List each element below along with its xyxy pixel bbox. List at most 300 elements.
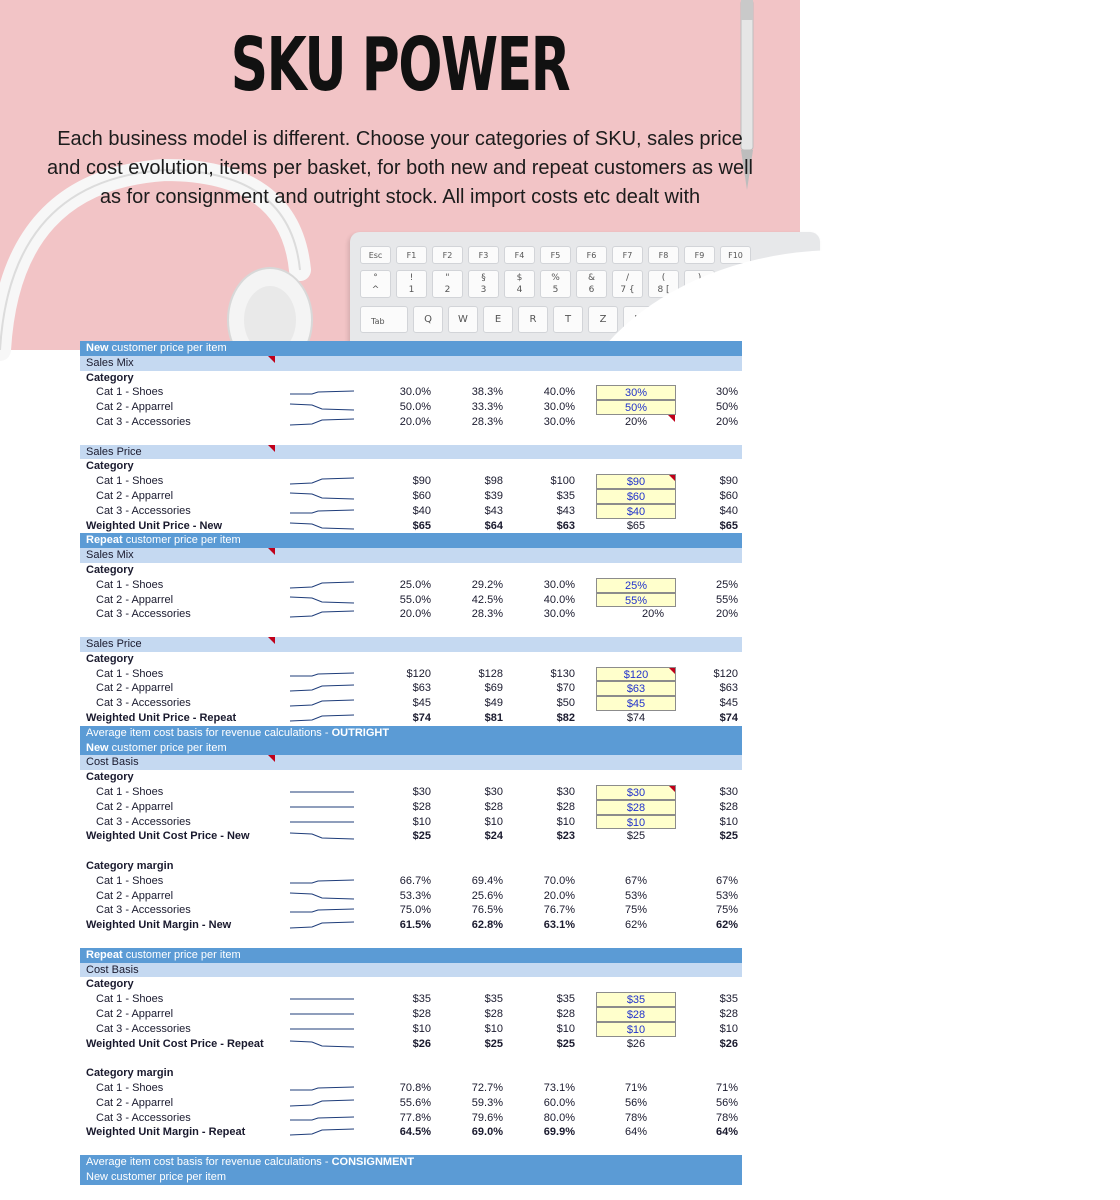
table-row xyxy=(80,593,742,608)
value-cell: $65 xyxy=(719,519,738,532)
row-label: Sales Price xyxy=(86,445,142,458)
comment-indicator-icon[interactable] xyxy=(268,548,275,555)
value-cell: $26 xyxy=(719,1037,738,1050)
key-lower-glyph: 1 xyxy=(408,285,415,295)
row-label: Cost Basis xyxy=(86,963,139,976)
value-cell: 60.0% xyxy=(543,1096,575,1109)
value-cell: $100 xyxy=(550,475,575,488)
value-cell: $35 xyxy=(719,993,738,1006)
value-cell: $25 xyxy=(556,1037,575,1050)
value-cell: $30 xyxy=(412,786,431,798)
row-label: Cat 1 - Shoes xyxy=(96,874,164,887)
value-cell: $63 xyxy=(412,682,431,695)
sparkline xyxy=(288,519,356,533)
value-cell: $90 xyxy=(412,475,431,488)
header-text: customer price per item xyxy=(108,342,227,354)
value-cell: $40 xyxy=(719,504,738,517)
value-cell: 62.8% xyxy=(471,919,503,932)
value-cell: 50.0% xyxy=(399,401,431,414)
sparkline xyxy=(288,1125,356,1139)
value-cell: $10 xyxy=(556,815,575,828)
section-header xyxy=(80,1155,742,1170)
sparkline xyxy=(288,607,356,621)
assumption-cell: $74 xyxy=(626,712,646,724)
sparkline xyxy=(288,1096,356,1110)
value-cell: $45 xyxy=(412,697,431,710)
category-heading-row xyxy=(80,770,742,785)
sparkline xyxy=(288,800,356,814)
keyboard-key xyxy=(540,270,571,298)
row-label: Category xyxy=(86,978,134,991)
section-header-label xyxy=(86,726,389,741)
row-label: Cat 3 - Accessories xyxy=(96,1022,191,1035)
keyboard-key: F4 xyxy=(504,246,535,264)
value-cell: 77.8% xyxy=(399,1111,431,1124)
table-row xyxy=(80,681,742,696)
value-cell: 71% xyxy=(715,1082,738,1094)
category-heading-row xyxy=(80,1066,742,1081)
section-header xyxy=(80,1170,742,1185)
value-cell: 69.9% xyxy=(543,1126,575,1139)
sparkline xyxy=(288,474,356,488)
row-label: Sales Mix xyxy=(86,549,134,562)
table-row xyxy=(80,607,742,622)
keyboard-key: F6 xyxy=(576,246,607,264)
keyboard-key: Esc xyxy=(360,246,391,264)
sparkline xyxy=(288,504,356,518)
section-header xyxy=(80,533,742,548)
assumption-cell: 75% xyxy=(624,904,648,917)
value-cell: $35 xyxy=(484,993,503,1006)
value-cell: 66.7% xyxy=(399,874,431,887)
spacer-row xyxy=(80,1051,742,1066)
table-row xyxy=(80,578,742,593)
category-heading-row xyxy=(80,563,742,578)
category-heading-row xyxy=(80,977,742,992)
total-row xyxy=(80,711,742,726)
value-cell: $39 xyxy=(484,490,503,502)
row-label: Cat 3 - Accessories xyxy=(96,504,191,517)
key-lower-glyph: 7 { xyxy=(620,285,635,295)
value-cell: 80.0% xyxy=(543,1111,575,1124)
value-cell: 28.3% xyxy=(471,416,503,428)
value-cell: $10 xyxy=(719,815,738,828)
row-label: Cost Basis xyxy=(86,756,139,769)
row-label: Category xyxy=(86,371,134,384)
value-cell: $10 xyxy=(484,815,503,828)
category-heading-row xyxy=(80,859,742,874)
input-cell[interactable]: $30 xyxy=(596,785,676,800)
value-cell: 62% xyxy=(715,919,738,932)
header-text: New xyxy=(86,741,109,754)
assumption-cell: 71% xyxy=(624,1082,648,1094)
row-label: Cat 1 - Shoes xyxy=(96,667,164,680)
keyboard-key: F3 xyxy=(468,246,499,264)
keyboard-key: W xyxy=(448,306,478,333)
section-header-label xyxy=(86,1170,226,1185)
value-cell: $28 xyxy=(484,800,503,813)
row-label: Cat 3 - Accessories xyxy=(96,815,191,828)
key-lower-glyph: 4 xyxy=(516,285,523,295)
row-label: Cat 2 - Apparrel xyxy=(96,800,174,813)
value-cell: 76.5% xyxy=(471,904,503,917)
value-cell: $128 xyxy=(478,667,503,680)
sparkline xyxy=(288,874,356,888)
sparkline xyxy=(288,1081,356,1095)
row-label: Cat 1 - Shoes xyxy=(96,786,164,798)
keyboard-key xyxy=(468,270,499,298)
value-cell: 30.0% xyxy=(543,578,575,591)
key-upper-glyph: / xyxy=(625,273,630,283)
keyboard-key: F7 xyxy=(612,246,643,264)
row-label: Cat 2 - Apparrel xyxy=(96,1096,174,1109)
value-cell: 70.0% xyxy=(543,874,575,887)
comment-indicator-icon[interactable] xyxy=(268,755,275,762)
header-text: OUTRIGHT xyxy=(331,726,390,739)
value-cell: $81 xyxy=(484,712,503,724)
row-label: Cat 1 - Shoes xyxy=(96,1082,164,1094)
section-header-label xyxy=(86,341,227,356)
section-header-label xyxy=(86,533,241,548)
value-cell: 72.7% xyxy=(471,1082,503,1094)
value-cell: $60 xyxy=(719,490,738,502)
table-row xyxy=(80,474,742,489)
value-cell: 30% xyxy=(715,386,738,399)
value-cell: 56% xyxy=(715,1096,738,1109)
category-heading-row xyxy=(80,371,742,386)
sparkline xyxy=(288,385,356,399)
value-cell: $28 xyxy=(719,1008,738,1020)
input-cell[interactable]: 25% xyxy=(596,578,676,593)
value-cell: 50% xyxy=(715,401,738,414)
row-label: Cat 1 - Shoes xyxy=(96,578,164,591)
table-row xyxy=(80,400,742,415)
spacer-row xyxy=(80,430,742,445)
keyboard-key xyxy=(612,270,643,298)
value-cell: 70.8% xyxy=(399,1082,431,1094)
keyboard-key: R xyxy=(518,306,548,333)
value-cell: $45 xyxy=(719,697,738,710)
value-cell: 53.3% xyxy=(399,889,431,902)
value-cell: $10 xyxy=(484,1022,503,1035)
input-cell[interactable]: $63 xyxy=(596,681,676,696)
comment-indicator-icon[interactable] xyxy=(268,445,275,452)
sparkline xyxy=(288,400,356,414)
table-row xyxy=(80,1022,742,1037)
subsection-header xyxy=(80,445,742,460)
category-heading-row xyxy=(80,459,742,474)
header-text: Average item cost basis for revenue calculations - xyxy=(86,1156,332,1168)
keyboard-key: F1 xyxy=(396,246,427,264)
row-label: Cat 3 - Accessories xyxy=(96,608,191,621)
header-text: New xyxy=(86,342,109,354)
keyboard-key: F8 xyxy=(648,246,679,264)
value-cell: 40.0% xyxy=(543,593,575,606)
input-cell[interactable]: $10 xyxy=(596,815,676,830)
sparkline xyxy=(288,489,356,503)
page-title: SKU POWER xyxy=(230,22,570,108)
value-cell: 61.5% xyxy=(399,919,431,932)
value-cell: $130 xyxy=(550,667,575,680)
sparkline xyxy=(288,992,356,1006)
sparkline xyxy=(288,681,356,695)
header-text: New customer price per item xyxy=(86,1170,226,1183)
keyboard-key: F2 xyxy=(432,246,463,264)
row-label: Weighted Unit Price - Repeat xyxy=(86,712,237,724)
value-cell: 20.0% xyxy=(399,416,431,428)
spacer-row xyxy=(80,844,742,859)
subsection-header xyxy=(80,755,742,770)
value-cell: 73.1% xyxy=(543,1082,575,1094)
row-label: Cat 2 - Apparrel xyxy=(96,490,174,502)
header-text: Repeat xyxy=(86,948,123,961)
table-row xyxy=(80,800,742,815)
table-row xyxy=(80,667,742,682)
value-cell: 55.0% xyxy=(399,593,431,606)
total-row xyxy=(80,1125,742,1140)
value-cell: $28 xyxy=(412,800,431,813)
value-cell: $70 xyxy=(556,682,575,695)
value-cell: $25 xyxy=(719,830,738,843)
value-cell: 25.0% xyxy=(399,578,431,591)
sparkline xyxy=(288,889,356,903)
key-lower-glyph: 2 xyxy=(444,285,451,295)
value-cell: $63 xyxy=(719,682,738,695)
value-cell: $28 xyxy=(719,800,738,813)
comment-indicator-icon[interactable] xyxy=(668,415,675,422)
row-label: Weighted Unit Cost Price - Repeat xyxy=(86,1037,264,1050)
input-cell[interactable]: $28 xyxy=(596,1007,676,1022)
value-cell: $120 xyxy=(406,667,431,680)
row-label: Cat 3 - Accessories xyxy=(96,1111,191,1124)
value-cell: 20% xyxy=(715,416,738,428)
value-cell: 42.5% xyxy=(471,593,503,606)
row-label: Cat 2 - Apparrel xyxy=(96,401,174,414)
sparkline xyxy=(288,1111,356,1125)
value-cell: $40 xyxy=(412,504,431,517)
subsection-header xyxy=(80,963,742,978)
row-label: Cat 2 - Apparrel xyxy=(96,1008,174,1020)
section-header xyxy=(80,726,742,741)
value-cell: $69 xyxy=(484,682,503,695)
value-cell: 69.4% xyxy=(471,874,503,887)
input-cell[interactable]: $10 xyxy=(596,1022,676,1037)
row-label: Cat 3 - Accessories xyxy=(96,697,191,710)
key-upper-glyph: § xyxy=(481,273,486,283)
value-cell: $10 xyxy=(412,815,431,828)
subsection-header xyxy=(80,356,742,371)
value-cell: 75.0% xyxy=(399,904,431,917)
value-cell: 38.3% xyxy=(471,386,503,399)
sparkline xyxy=(288,903,356,917)
value-cell: $25 xyxy=(412,830,431,843)
sparkline xyxy=(288,1007,356,1021)
total-row xyxy=(80,1037,742,1052)
comment-indicator-icon[interactable] xyxy=(268,637,275,644)
value-cell: 75% xyxy=(715,904,738,917)
table-row xyxy=(80,815,742,830)
row-label: Weighted Unit Price - New xyxy=(86,519,223,532)
input-cell[interactable]: $35 xyxy=(596,992,676,1007)
table-row xyxy=(80,504,742,519)
keyboard-key: E xyxy=(483,306,513,333)
value-cell: $49 xyxy=(484,697,503,710)
row-label: Category xyxy=(86,564,134,576)
value-cell: 28.3% xyxy=(471,608,503,621)
value-cell: $35 xyxy=(556,993,575,1006)
row-label: Weighted Unit Cost Price - New xyxy=(86,830,250,843)
row-label: Category margin xyxy=(86,860,174,872)
section-header xyxy=(80,948,742,963)
key-lower-glyph: 3 xyxy=(480,285,487,295)
keyboard-key xyxy=(396,270,427,298)
value-cell: $64 xyxy=(484,519,503,532)
value-cell: $10 xyxy=(719,1022,738,1035)
keyboard-key xyxy=(504,270,535,298)
sparkline xyxy=(288,1037,356,1051)
value-cell: 67% xyxy=(715,874,738,887)
value-cell: 78% xyxy=(715,1111,738,1124)
table-row xyxy=(80,1096,742,1111)
row-label: Cat 2 - Apparrel xyxy=(96,889,174,902)
value-cell: $23 xyxy=(556,830,575,843)
row-label: Cat 2 - Apparrel xyxy=(96,682,174,695)
input-cell[interactable]: 50% xyxy=(596,400,676,415)
row-label: Cat 1 - Shoes xyxy=(96,993,164,1006)
key-upper-glyph: ! xyxy=(409,273,414,283)
input-cell[interactable]: $40 xyxy=(596,504,676,519)
value-cell: $98 xyxy=(484,475,503,488)
input-cell[interactable]: $60 xyxy=(596,489,676,504)
spreadsheet xyxy=(80,342,742,1183)
value-cell: $65 xyxy=(412,519,431,532)
value-cell: $28 xyxy=(556,800,575,813)
sparkline xyxy=(288,578,356,592)
value-cell: $43 xyxy=(556,504,575,517)
row-label: Cat 3 - Accessories xyxy=(96,416,191,428)
value-cell: 30.0% xyxy=(543,416,575,428)
table-row xyxy=(80,992,742,1007)
assumption-cell: 20% xyxy=(641,608,664,621)
table-row xyxy=(80,874,742,889)
value-cell: 25.6% xyxy=(471,889,503,902)
header-text: Repeat xyxy=(86,534,123,547)
input-cell[interactable]: 55% xyxy=(596,593,676,608)
sparkline xyxy=(288,918,356,932)
table-row xyxy=(80,785,742,800)
comment-indicator-icon[interactable] xyxy=(268,356,275,363)
sparkline xyxy=(288,667,356,681)
assumption-cell: 56% xyxy=(624,1096,648,1109)
assumption-cell: 67% xyxy=(624,874,648,887)
section-header xyxy=(80,741,742,756)
assumption-cell: $65 xyxy=(626,519,646,532)
value-cell: $26 xyxy=(412,1037,431,1050)
value-cell: 64.5% xyxy=(399,1126,431,1139)
sparkline xyxy=(288,696,356,710)
value-cell: $24 xyxy=(484,830,503,843)
table-row xyxy=(80,889,742,904)
keyboard-key-tab: Tab xyxy=(360,306,408,333)
keyboard-key: F10 xyxy=(720,246,751,264)
value-cell: $74 xyxy=(412,712,431,724)
section-header xyxy=(80,341,742,356)
key-lower-glyph: ^ xyxy=(371,285,380,295)
value-cell: 20.0% xyxy=(543,889,575,902)
input-cell[interactable]: 30% xyxy=(596,385,676,400)
key-upper-glyph: ° xyxy=(373,273,378,283)
total-row xyxy=(80,519,742,534)
table-row xyxy=(80,415,742,430)
value-cell: $82 xyxy=(556,712,575,724)
value-cell: $63 xyxy=(556,519,575,532)
input-cell[interactable]: $90 xyxy=(596,474,676,489)
header-text: Average item cost basis for revenue calculations - xyxy=(86,726,332,739)
sparkline xyxy=(288,711,356,725)
value-cell: 53% xyxy=(715,889,738,902)
row-label: Cat 1 - Shoes xyxy=(96,386,164,399)
row-label: Cat 3 - Accessories xyxy=(96,904,191,917)
assumption-cell: 53% xyxy=(624,889,648,902)
keyboard-key: F5 xyxy=(540,246,571,264)
subsection-header xyxy=(80,548,742,563)
row-label: Weighted Unit Margin - Repeat xyxy=(86,1126,246,1139)
value-cell: $30 xyxy=(484,786,503,798)
row-label: Cat 1 - Shoes xyxy=(96,475,164,488)
spacer-row xyxy=(80,622,742,637)
table-row xyxy=(80,1111,742,1126)
row-label: Cat 2 - Apparrel xyxy=(96,593,174,606)
sparkline xyxy=(288,815,356,829)
spacer-row xyxy=(80,933,742,948)
keyboard-key: Q xyxy=(413,306,443,333)
assumption-cell: 62% xyxy=(624,919,648,932)
table-row xyxy=(80,903,742,918)
value-cell: 20.0% xyxy=(399,608,431,621)
table-row xyxy=(80,1081,742,1096)
value-cell: $60 xyxy=(412,490,431,502)
value-cell: 64% xyxy=(715,1126,738,1139)
input-cell[interactable]: $120 xyxy=(596,667,676,682)
table-row xyxy=(80,1007,742,1022)
row-label: Category xyxy=(86,652,134,665)
total-row xyxy=(80,918,742,933)
input-cell[interactable]: $45 xyxy=(596,696,676,711)
value-cell: 79.6% xyxy=(471,1111,503,1124)
value-cell: $30 xyxy=(556,786,575,798)
value-cell: 25% xyxy=(715,578,738,591)
section-header-label xyxy=(86,948,241,963)
input-cell[interactable]: $28 xyxy=(596,800,676,815)
assumption-cell: $26 xyxy=(626,1037,646,1050)
spacer-row xyxy=(80,1140,742,1155)
keyboard-key xyxy=(360,270,391,298)
row-label: Sales Price xyxy=(86,638,142,650)
value-cell: 69.0% xyxy=(471,1126,503,1139)
keyboard-key xyxy=(432,270,463,298)
key-upper-glyph: " xyxy=(445,273,450,283)
keyboard-key: Z xyxy=(588,306,618,333)
key-lower-glyph: 8 [ xyxy=(657,285,670,295)
keyboard-key: F9 xyxy=(684,246,715,264)
key-upper-glyph: $ xyxy=(516,273,523,283)
row-label: Category xyxy=(86,771,134,784)
key-lower-glyph: 5 xyxy=(552,285,559,295)
value-cell: $35 xyxy=(556,490,575,502)
header-text: customer price per item xyxy=(108,741,227,754)
key-upper-glyph: & xyxy=(587,273,596,283)
row-label: Category xyxy=(86,460,134,473)
